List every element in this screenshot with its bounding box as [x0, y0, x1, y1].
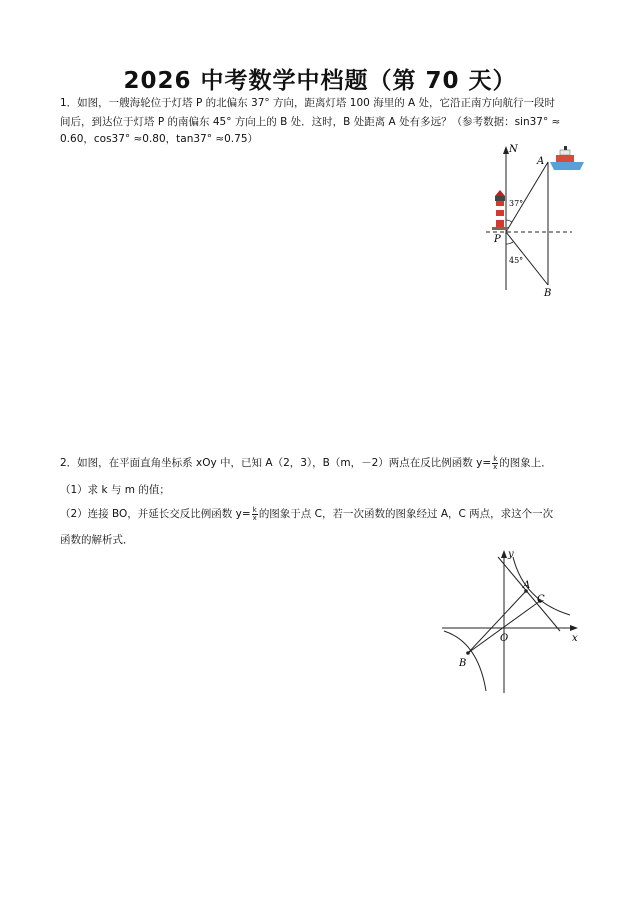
angle-arc-45 [506, 242, 513, 244]
label-O: O [500, 633, 509, 644]
label-x: x [572, 633, 578, 644]
fraction-k-over-x-2 [252, 507, 258, 522]
angle-label-37: 37° [509, 199, 524, 208]
x-axis-arrowhead [570, 625, 578, 631]
frac-numerator: k [493, 454, 498, 463]
q2-figure [438, 545, 583, 695]
q2-line-3-end: 的图象于点 C，若一次函数的图象经过 A，C 两点，求这个一次 [258, 508, 554, 520]
line-BA [468, 591, 526, 653]
page-title: 2026 中考数学中档题（第 70 天） [123, 68, 517, 94]
angle-label-45: 45° [509, 256, 524, 265]
y-axis-arrowhead [501, 550, 507, 558]
label-y: y [508, 549, 514, 560]
point-B [466, 651, 470, 655]
q2-line-3 [60, 505, 553, 524]
q2-line-2: （1）求 k 与 m 的值； [60, 484, 170, 496]
label-P: P [494, 234, 501, 245]
ship-icon [550, 146, 584, 170]
label-B: B [459, 658, 467, 669]
segment-PA [506, 162, 548, 232]
label-A: A [537, 156, 545, 167]
hyperbola-branch-1 [513, 557, 570, 615]
label-A: A [523, 580, 531, 591]
frac-numerator-2: k [252, 505, 257, 514]
q1-figure [480, 140, 590, 300]
q2-line-1-start: 2．如图，在平面直角坐标系 xOy 中，已知 A（2，3），B（m，－2）两点在反比例函数 y= [60, 457, 492, 469]
label-B: B [544, 288, 552, 299]
q1-line-3: 0.60，cos37° ≈0.80，tan37° ≈0.75） [60, 133, 259, 145]
label-C: C [537, 594, 545, 605]
q2-line-4: 函数的解析式． [60, 534, 134, 546]
fraction-k-over-x [492, 456, 498, 471]
q2-line-1-end: 的图象上． [499, 457, 552, 469]
q2-line-3-start: （2）连接 BO，并延长交反比例函数 y= [60, 508, 251, 520]
q1-line-1: 1．如图，一艘海轮位于灯塔 P 的北偏东 37° 方向，距离灯塔 100 海里的 A 处，它沿正南方向航行一段时 [60, 97, 556, 109]
label-N: N [509, 144, 518, 155]
frac-denominator-2: x [252, 513, 257, 522]
q2-line-1 [60, 454, 552, 473]
angle-arc-37 [506, 220, 512, 222]
frac-denominator: x [493, 462, 498, 471]
q1-line-2: 间后，到达位于灯塔 P 的南偏东 45° 方向上的 B 处．这时，B 处距离 A 处有多远？（参考数据：sin37° ≈ [60, 116, 561, 128]
line-through-A [498, 557, 560, 631]
